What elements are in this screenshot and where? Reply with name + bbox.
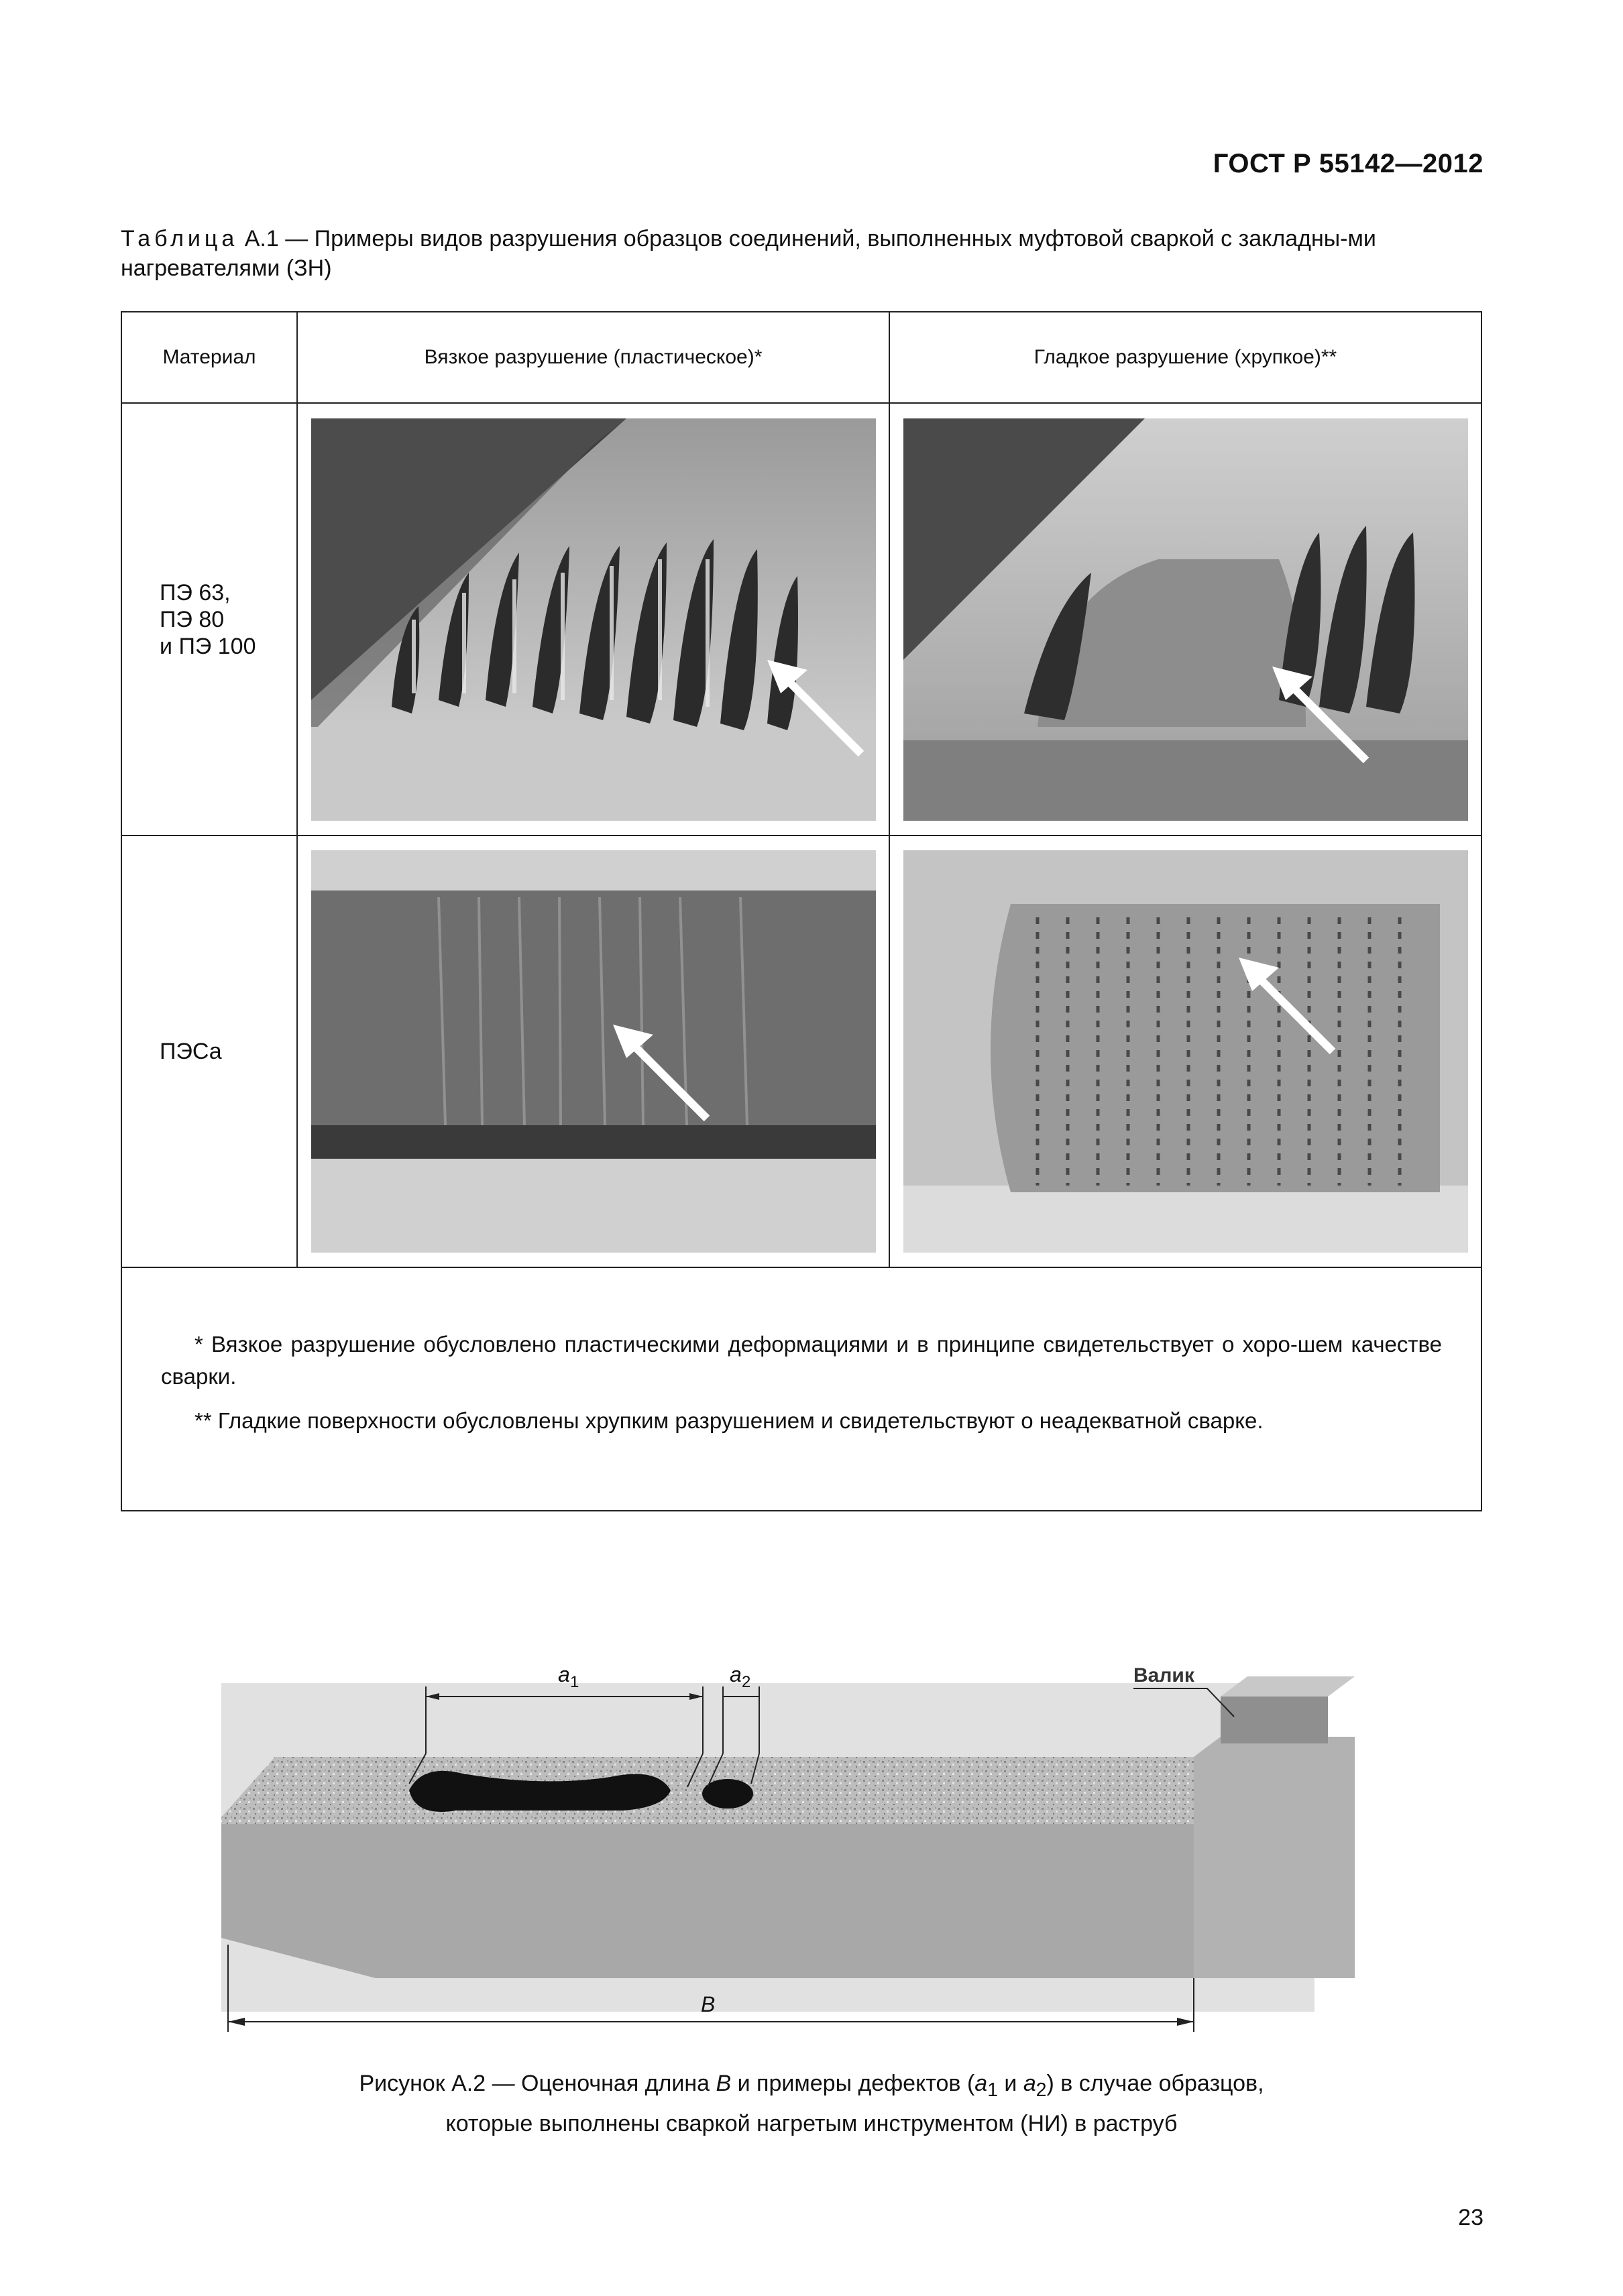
header-material: Материал [121,312,297,403]
table-caption-text: А.1 — Примеры видов разрушения образцов соединений, выполненных муфтовой сваркой с закладны-ми нагревателями (ЗН) [121,226,1376,281]
table-notes-row [121,1267,1481,1511]
table-row-pesa [121,836,1481,1267]
caption-sub: 1 [987,2079,998,2101]
table-row-pe [121,403,1481,835]
figure-caption-line1 [0,2067,1623,2107]
caption-sub: 2 [1036,2079,1047,2101]
fracture-types-table [121,311,1482,1511]
material-line: и ПЭ 100 [160,633,256,659]
label-a1: a [558,1662,570,1686]
material-cell-pesa [121,836,297,1267]
header-smooth-fracture: Гладкое разрушение (хрупкое)** [889,312,1481,403]
ductile-fracture-photo-pe [311,418,876,821]
table-notes [121,1267,1481,1511]
material-line: ПЭСа [160,1038,222,1064]
table-header-row [121,312,1481,403]
caption-part: ) в случае образцов, [1046,2071,1264,2096]
label-a1-sub: 1 [570,1673,579,1691]
photo-cell-pesa-ductile [297,836,889,1267]
caption-italic-b: B [716,2071,732,2096]
material-cell-pe [121,403,297,835]
material-line: ПЭ 80 [160,606,225,632]
photo-cell-pe-ductile [297,403,889,835]
caption-italic-a: a [974,2071,988,2096]
page-number: 23 [1458,2205,1484,2230]
caption-part: и [997,2071,1023,2096]
figure-caption-line2: которые выполнены сваркой нагретым инструментом (НИ) в раструб [445,2110,1178,2136]
note-ductile: * Вязкое разрушение обусловлено пластическими деформациями и в принципе свидетельствует о хоро-шем качестве сварки. [161,1332,1442,1389]
photo-cell-pesa-smooth [889,836,1481,1267]
arrowhead [228,2018,245,2026]
photo-cell-pe-smooth [889,403,1481,835]
ductile-fracture-photo-pesa [311,850,876,1253]
roller-top [1221,1676,1355,1697]
figure-caption [0,2067,1623,2140]
caption-part: Рисунок А.2 — Оценочная длина [359,2071,716,2096]
figure-a2-diagram [215,1656,1415,2045]
table-caption [121,224,1482,283]
caption-part: и примеры дефектов ( [731,2071,975,2096]
note-smooth: ** Гладкие поверхности обусловлены хрупким разрушением и свидетельствуют о неадекватной сварке. [194,1408,1264,1434]
label-roller: Валик [1133,1664,1194,1686]
material-line: ПЭ 63, [160,579,231,606]
header-ductile-fracture: Вязкое разрушение (пластическое)* [297,312,889,403]
caption-italic-a: a [1023,2071,1036,2096]
label-a2-sub: 2 [742,1673,751,1691]
front-surface [221,1824,1194,1978]
label-a2: a [730,1662,742,1686]
roller-bead [1221,1697,1328,1743]
smooth-fracture-photo-pe [903,418,1468,821]
table-caption-label: Таблица [121,226,239,251]
label-b: B [701,1992,716,2016]
arrowhead [1177,2018,1194,2026]
smooth-fracture-photo-pesa [903,850,1468,1253]
socket-end [1194,1737,1355,1978]
document-code: ГОСТ Р 55142—2012 [1213,149,1484,178]
